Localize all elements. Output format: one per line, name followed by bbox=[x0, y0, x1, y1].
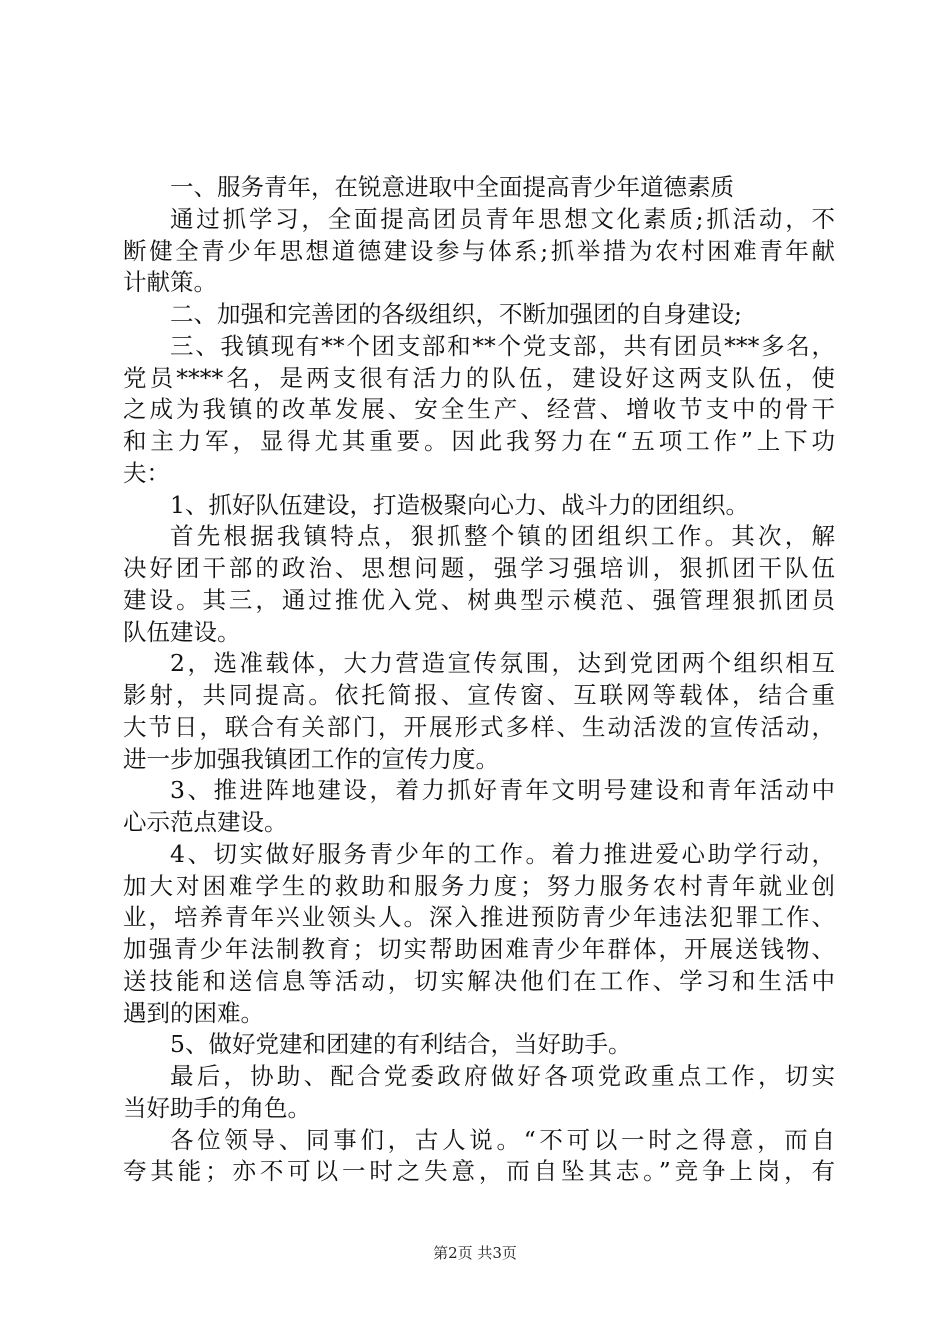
text-line: 心示范点建设。 bbox=[123, 808, 288, 836]
text-line: 首先根据我镇特点，狠抓整个镇的团组织工作。其次，解 bbox=[170, 522, 835, 551]
text-line: 党员****名，是两支很有活力的队伍，建设好这两支队伍，使 bbox=[123, 363, 835, 392]
text-line: 4、切实做好服务青少年的工作。着力推进爱心助学行动， bbox=[170, 839, 835, 868]
text-line: 进一步加强我镇团工作的宣传力度。 bbox=[123, 744, 499, 773]
text-line: 送技能和送信息等活动，切实解决他们在工作、学习和生活中 bbox=[123, 966, 835, 995]
text-line: 加大对困难学生的救助和服务力度；努力服务农村青年就业创 bbox=[123, 871, 835, 900]
text-line: 加强青少年法制教育；切实帮助困难青少年群体，开展送钱物、 bbox=[123, 935, 835, 963]
text-line: 最后，协助、配合党委政府做好各项党政重点工作，切实 bbox=[170, 1062, 835, 1090]
text-line: 二、加强和完善团的各级组织，不断加强团的自身建设; bbox=[170, 300, 742, 328]
text-line: 影射，共同提高。依托简报、宣传窗、互联网等载体，结合重 bbox=[123, 681, 835, 709]
text-line: 业，培养青年兴业领头人。深入推进预防青少年违法犯罪工作、 bbox=[123, 903, 835, 932]
text-line: 决好团干部的政治、思想问题，强学习强培训，狠抓团干队伍 bbox=[123, 554, 835, 582]
text-line: 计献策。 bbox=[123, 268, 217, 297]
text-line: 遇到的困难。 bbox=[123, 998, 264, 1027]
text-line: 各位领导、同事们，古人说。“不可以一时之得意，而自 bbox=[170, 1125, 835, 1154]
text-line: 通过抓学习，全面提高团员青年思想文化素质;抓活动，不 bbox=[170, 204, 835, 233]
text-line: 建设。其三，通过推优入党、树典型示模范、强管理狠抓团员 bbox=[123, 585, 835, 614]
text-line: 和主力军，显得尤其重要。因此我努力在“五项工作”上下功 bbox=[123, 427, 835, 455]
text-line: 一、服务青年，在锐意进取中全面提高青少年道德素质 bbox=[170, 173, 734, 201]
text-line: 3、推进阵地建设，着力抓好青年文明号建设和青年活动中 bbox=[170, 776, 835, 805]
text-line: 2，选准载体，大力营造宣传氛围，达到党团两个组织相互 bbox=[170, 649, 835, 678]
document-body bbox=[123, 172, 835, 1188]
page-number: 第2页 共3页 bbox=[433, 1244, 517, 1262]
text-line: 当好助手的角色。 bbox=[123, 1093, 311, 1122]
text-line: 大节日，联合有关部门，开展形式多样、生动活泼的宣传活动， bbox=[123, 712, 835, 741]
text-line: 队伍建设。 bbox=[123, 617, 241, 646]
text-line: 夫： bbox=[123, 458, 170, 487]
page-footer bbox=[0, 1243, 950, 1263]
text-line: 5、做好党建和团建的有利结合，当好助手。 bbox=[170, 1030, 632, 1059]
text-line: 夸其能；亦不可以一时之失意，而自坠其志。”竞争上岗，有 bbox=[123, 1157, 835, 1186]
text-line: 1、抓好队伍建设，打造极聚向心力、战斗力的团组织。 bbox=[170, 490, 749, 519]
text-line: 断健全青少年思想道德建设参与体系;抓举措为农村困难青年献 bbox=[123, 236, 835, 265]
text-line: 三、我镇现有**个团支部和**个党支部，共有团员***多名， bbox=[170, 331, 835, 360]
text-line: 之成为我镇的改革发展、安全生产、经营、增收节支中的骨干 bbox=[123, 395, 835, 424]
